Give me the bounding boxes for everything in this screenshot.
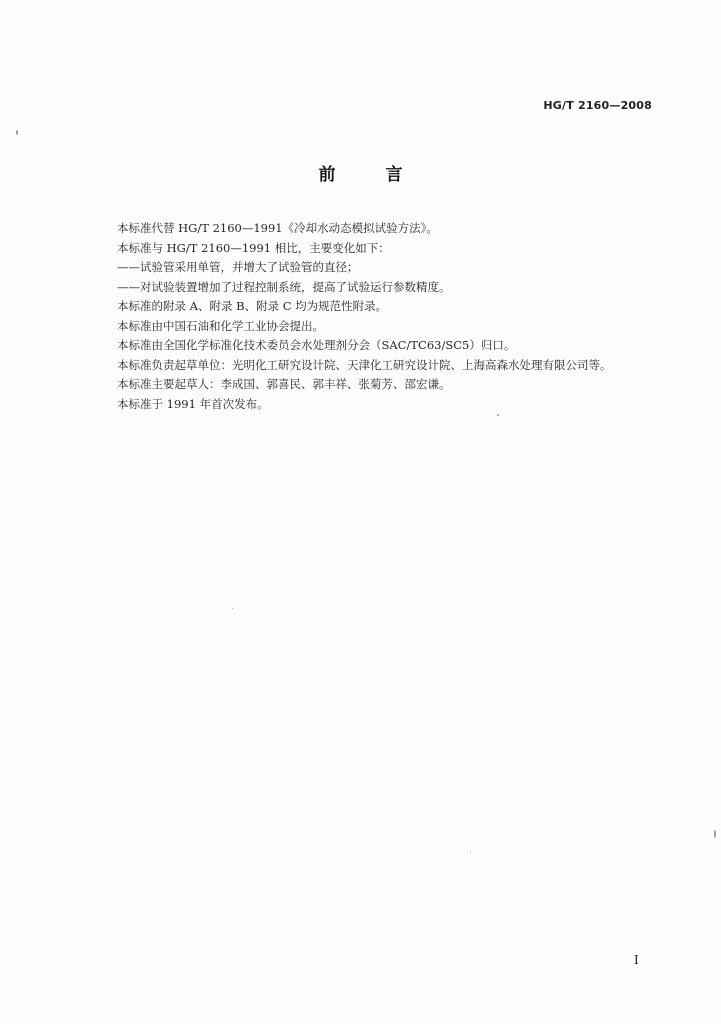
preface-body [117,219,677,414]
scan-speck [232,608,233,609]
paragraph: ——对试验装置增加了过程控制系统，提高了试验运行参数精度。 [117,279,451,294]
scan-speck [714,830,716,838]
paragraph: 本标准由全国化学标准化技术委员会水处理剂分会（SAC/TC63/SC5）归口。 [117,338,516,352]
heading-char: 言 [385,165,403,185]
paragraph: 本标准与 HG/T 2160—1991 相比，主要变化如下： [117,240,390,255]
scan-speck [16,130,18,135]
paragraph: 本标准负责起草单位：光明化工研究设计院、天津化工研究设计院、上海高森水处理有限公司等。 [117,357,612,372]
scan-speck [497,414,499,416]
standard-code: HG/T 2160—2008 [543,99,652,112]
paragraph: 本标准于 1991 年首次发布。 [117,396,269,411]
paragraph: 本标准代替 HG/T 2160—1991《冷却水动态模拟试验方法》。 [117,221,438,235]
page-number: I [634,953,639,967]
paragraph: 本标准主要起草人：李成国、郭喜民、郭丰祥、张菊芳、邵宏谦。 [117,377,451,391]
scan-speck [470,852,471,853]
paragraph: 本标准由中国石油和化学工业协会提出。 [117,318,324,333]
preface-heading [0,160,721,185]
paragraph: ——试验管采用单管，并增大了试验管的直径； [117,260,359,274]
paragraph: 本标准的附录 A、附录 B、附录 C 均为规范性附录。 [117,299,388,313]
heading-char: 前 [318,165,336,185]
